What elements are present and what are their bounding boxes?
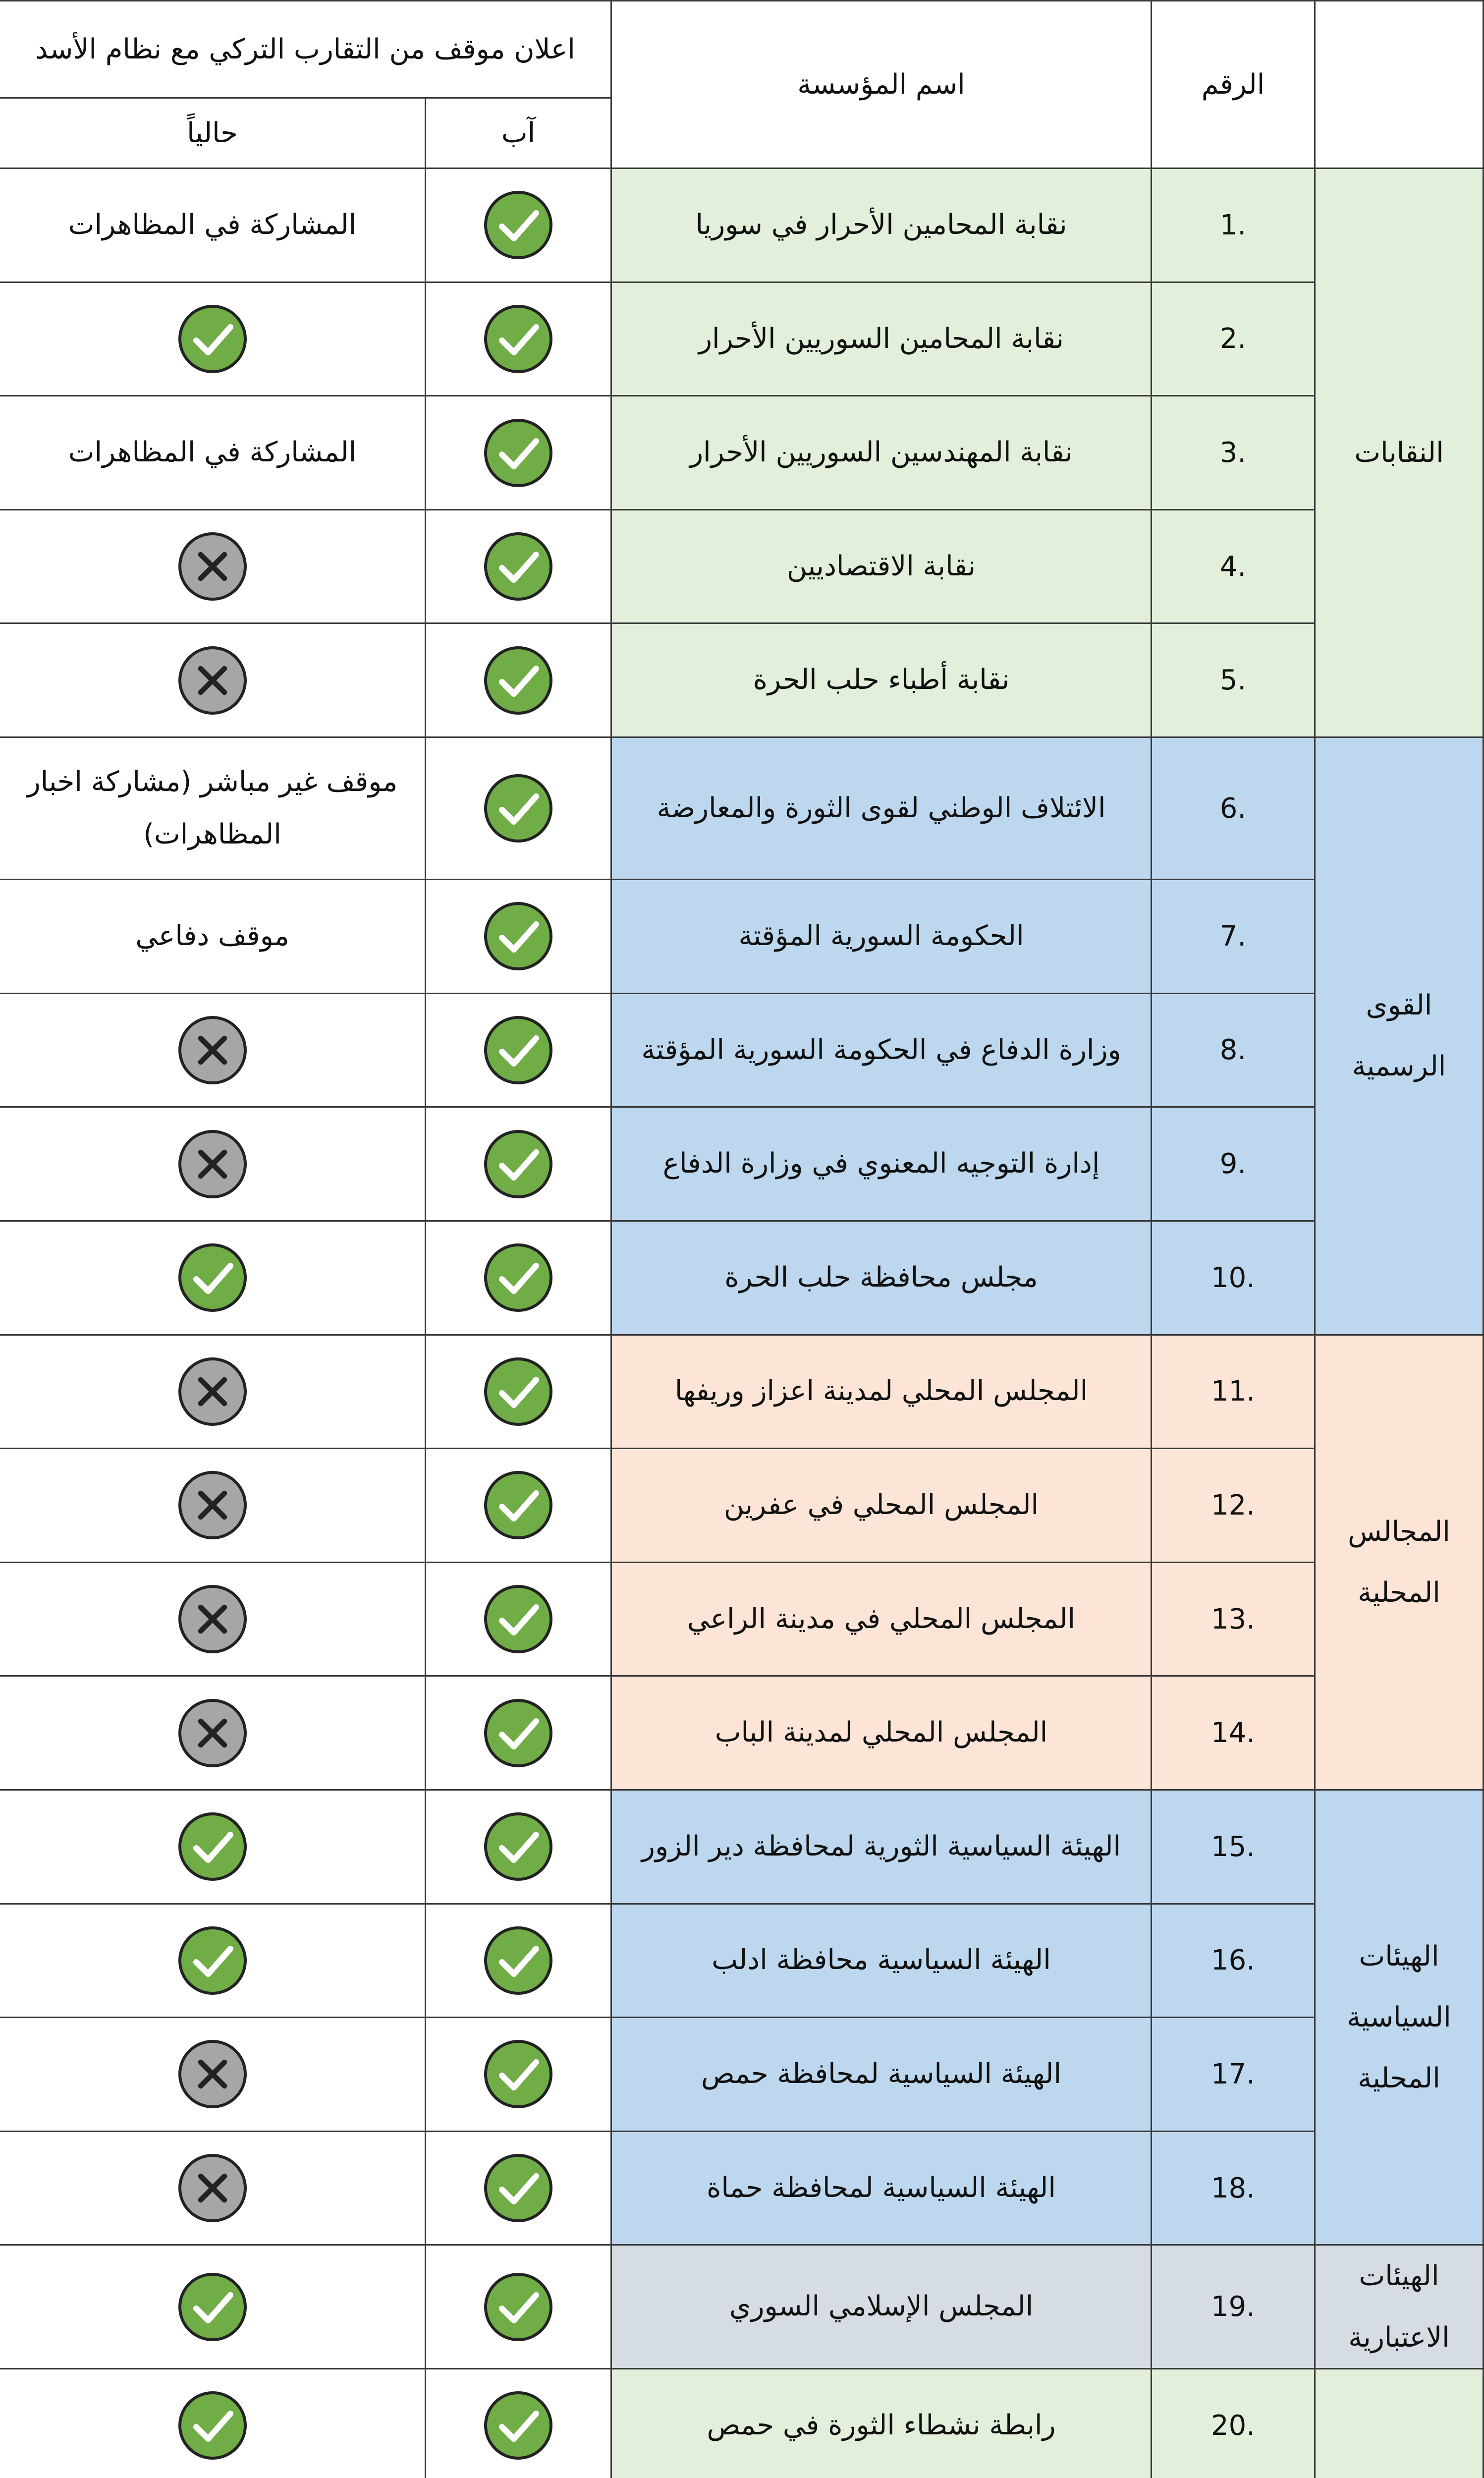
table-row [0,2368,1484,2478]
position-header: اعلان موقف من التقارب التركي مع نظام الأسد [0,1,611,98]
table-row [0,396,1484,510]
row-number: 20. [1152,2368,1315,2478]
category-cell: النقابات [1315,169,1484,737]
aug-status [426,1790,611,1904]
institution-name: الهيئة السياسية لمحافظة حماة [611,2131,1152,2245]
institution-name: الائتلاف الوطني لقوى الثورة والمعارضة [611,737,1152,880]
aug-status [426,2368,611,2478]
x-circle-icon [175,643,250,718]
current-status [0,1562,426,1676]
check-circle-icon [481,2151,555,2225]
check-circle-icon [481,1696,555,1770]
aug-status [426,509,611,623]
check-circle-icon [175,302,250,376]
current-status [0,1221,426,1335]
category-cell: القوى الرسمية [1315,737,1484,1335]
x-circle-icon [175,1013,250,1087]
current-status [0,1449,426,1563]
aug-status [426,1335,611,1449]
institution-name: المجلس المحلي لمدينة الباب [611,1676,1152,1790]
category-cell: المجالس المحلية [1315,1335,1484,1790]
check-circle-icon [481,1923,555,1998]
check-circle-icon [481,1809,555,1884]
current-status [0,1904,426,2018]
current-status [0,2018,426,2132]
table-row [0,2245,1484,2368]
x-circle-icon [175,2037,250,2111]
aug-status [426,1676,611,1790]
table-row [0,169,1484,282]
current-status-text: المشاركة في المظاهرات [0,396,426,510]
institution-name: نقابة المحامين الأحرار في سوريا [611,169,1152,282]
current-status-text: المشاركة في المظاهرات [0,169,426,282]
institution-name: الهيئة السياسية الثورية لمحافظة دير الزور [611,1790,1152,1904]
institution-name: مجلس محافظة حلب الحرة [611,1221,1152,1335]
institution-name: المجلس الإسلامي السوري [611,2245,1152,2368]
table-row [0,509,1484,623]
aug-status [426,880,611,994]
table-row [0,880,1484,994]
table-row [0,1676,1484,1790]
aug-status [426,169,611,282]
institution-name: المجلس المحلي لمدينة اعزاز وريفها [611,1335,1152,1449]
row-number: 3. [1152,396,1315,510]
row-number: 10. [1152,1221,1315,1335]
row-number: 15. [1152,1790,1315,1904]
current-status [0,509,426,623]
aug-status [426,282,611,396]
table-row [0,1335,1484,1449]
check-circle-icon [481,529,555,604]
check-circle-icon [175,1809,250,1884]
row-number: 12. [1152,1449,1315,1563]
category-cell [1315,2368,1484,2478]
aug-status [426,1562,611,1676]
institution-name: الهيئة السياسية لمحافظة حمص [611,2018,1152,2132]
aug-status [426,2131,611,2245]
check-circle-icon [175,1240,250,1315]
row-number: 19. [1152,2245,1315,2368]
row-number: 1. [1152,169,1315,282]
check-circle-icon [481,2270,555,2344]
row-number: 8. [1152,993,1315,1107]
table-body [0,169,1484,2478]
check-circle-icon [481,2388,555,2463]
current-status [0,1335,426,1449]
current-status [0,1676,426,1790]
x-circle-icon [175,1468,250,1542]
institution-name: نقابة الاقتصاديين [611,509,1152,623]
aug-status [426,2018,611,2132]
current-status [0,623,426,737]
aug-status [426,396,611,510]
row-number: 9. [1152,1107,1315,1221]
check-circle-icon [481,1127,555,1201]
aug-status [426,1107,611,1221]
institution-name: نقابة المهندسين السوريين الأحرار [611,396,1152,510]
row-number: 14. [1152,1676,1315,1790]
current-status [0,2368,426,2478]
check-circle-icon [481,1354,555,1429]
check-circle-icon [481,1013,555,1087]
current-status [0,993,426,1107]
check-circle-icon [481,188,555,262]
table-row [0,1221,1484,1335]
category-header [1315,1,1484,169]
row-number: 2. [1152,282,1315,396]
aug-status [426,737,611,880]
row-number: 11. [1152,1335,1315,1449]
check-circle-icon [175,2270,250,2344]
check-circle-icon [481,416,555,490]
x-circle-icon [175,1696,250,1770]
institution-name: نقابة المحامين السوريين الأحرار [611,282,1152,396]
aug-status [426,2245,611,2368]
check-circle-icon [175,1923,250,1998]
current-status [0,2131,426,2245]
table-row [0,1562,1484,1676]
category-cell: الهيئات السياسية المحلية [1315,1790,1484,2245]
check-circle-icon [481,771,555,845]
aug-status [426,1221,611,1335]
current-header: حالياً [0,98,426,169]
x-circle-icon [175,529,250,604]
current-status [0,1790,426,1904]
institution-name: المجلس المحلي في عفرين [611,1449,1152,1563]
aug-status [426,623,611,737]
aug-status [426,1449,611,1563]
aug-status [426,993,611,1107]
institution-name: الهيئة السياسية محافظة ادلب [611,1904,1152,2018]
table-row [0,282,1484,396]
check-circle-icon [481,643,555,718]
row-number: 16. [1152,1904,1315,2018]
table-row [0,1449,1484,1563]
table-row [0,993,1484,1107]
current-status-text: موقف غير مباشر (مشاركة اخبار المظاهرات) [0,737,426,880]
aug-status [426,1904,611,2018]
row-number: 7. [1152,880,1315,994]
number-header: الرقم [1152,1,1315,169]
table-row [0,2018,1484,2132]
row-number: 4. [1152,509,1315,623]
institution-name: الحكومة السورية المؤقتة [611,880,1152,994]
institution-name: إدارة التوجيه المعنوي في وزارة الدفاع [611,1107,1152,1221]
table-row [0,737,1484,880]
category-cell: الهيئات الاعتبارية [1315,2245,1484,2368]
table-row [0,1790,1484,1904]
table-row [0,1904,1484,2018]
check-circle-icon [481,1240,555,1315]
institution-name: نقابة أطباء حلب الحرة [611,623,1152,737]
row-number: 5. [1152,623,1315,737]
check-circle-icon [481,1582,555,1656]
table-row [0,623,1484,737]
institution-name: المجلس المحلي في مدينة الراعي [611,1562,1152,1676]
row-number: 13. [1152,1562,1315,1676]
institution-name: رابطة نشطاء الثورة في حمص [611,2368,1152,2478]
row-number: 6. [1152,737,1315,880]
row-number: 18. [1152,2131,1315,2245]
x-circle-icon [175,1354,250,1429]
current-status [0,1107,426,1221]
x-circle-icon [175,2151,250,2225]
check-circle-icon [481,1468,555,1542]
check-circle-icon [481,899,555,973]
name-header: اسم المؤسسة [611,1,1152,169]
table-row [0,2131,1484,2245]
check-circle-icon [481,302,555,376]
x-circle-icon [175,1127,250,1201]
current-status-text: موقف دفاعي [0,880,426,994]
table-row [0,1107,1484,1221]
current-status [0,2245,426,2368]
aug-header: آب [426,98,611,169]
institution-name: وزارة الدفاع في الحكومة السورية المؤقتة [611,993,1152,1107]
x-circle-icon [175,1582,250,1656]
row-number: 17. [1152,2018,1315,2132]
check-circle-icon [481,2037,555,2111]
check-circle-icon [175,2388,250,2463]
current-status [0,282,426,396]
